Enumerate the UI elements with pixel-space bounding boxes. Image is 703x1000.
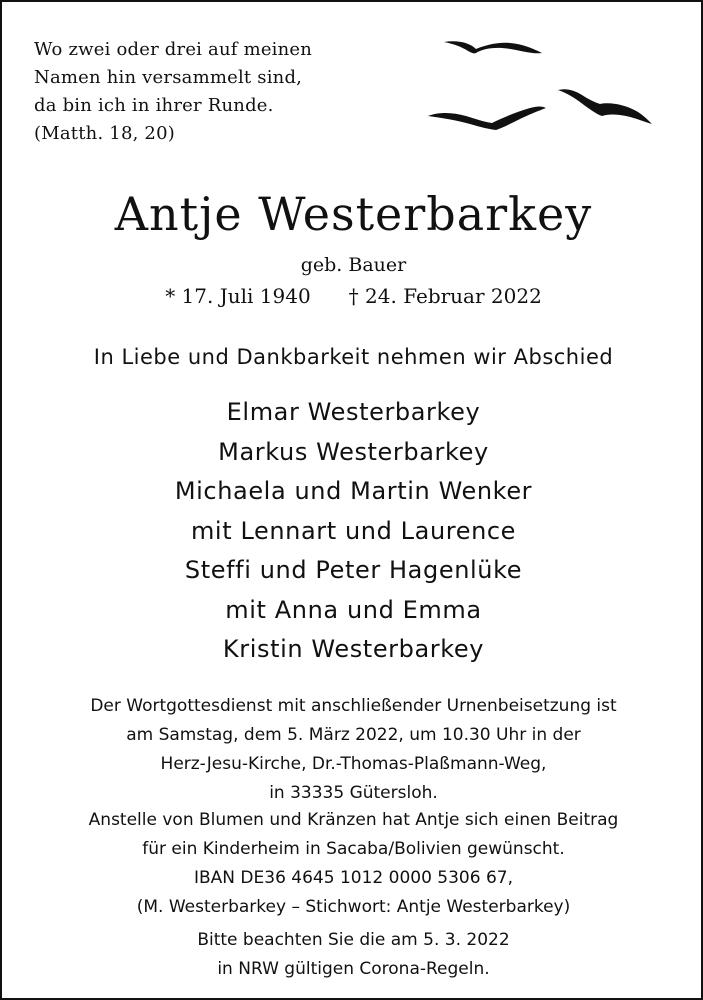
mourners-list (2, 393, 703, 670)
service-line: Der Wortgottesdienst mit anschließender Urnenbeisetzung ist (90, 696, 617, 716)
life-dates (2, 281, 703, 311)
bible-verse (34, 36, 364, 148)
mourner-entry: Elmar Westerbarkey (226, 398, 481, 426)
mourner-entry: Markus Westerbarkey (218, 437, 489, 466)
mourner-entry: Kristin Westerbarkey (222, 635, 485, 663)
covid-notice (2, 926, 703, 984)
verse-line: da bin ich in ihrer Runde. (34, 95, 274, 116)
mourner-entry: Steffi und Peter Hagenlüke (184, 556, 523, 584)
maiden-name: geb. Bauer (300, 254, 407, 276)
mourner-entry: mit Lennart und Laurence (190, 516, 517, 545)
service-info (2, 692, 703, 808)
donation-reference: (M. Westerbarkey – Stichwort: Antje Westerbarkey) (136, 897, 571, 917)
verse-reference: (Matth. 18, 20) (34, 123, 175, 144)
flying-birds-icon (424, 32, 670, 142)
iban-line: IBAN DE36 4645 1012 0000 5306 67, (194, 868, 513, 888)
bird-icon (428, 107, 546, 131)
verse-line: Namen hin versammelt sind, (34, 67, 303, 88)
service-line: am Samstag, dem 5. März 2022, um 10.30 Uhr in der (126, 725, 581, 745)
service-line: Herz-Jesu-Kirche, Dr.-Thomas-Plaßmann-Weg, (160, 754, 547, 774)
birth-date: * 17. Juli 1940 (165, 284, 311, 308)
verse-line: Wo zwei oder drei auf meinen (34, 39, 313, 60)
service-line: in 33335 Gütersloh. (269, 783, 438, 803)
donation-info (2, 806, 703, 922)
bird-icon (444, 41, 542, 53)
farewell-line: In Liebe und Dankbarkeit nehmen wir Abschied (93, 345, 614, 369)
donation-line: Anstelle von Blumen und Kränzen hat Antje sich einen Beitrag (88, 810, 619, 830)
death-date: † 24. Februar 2022 (348, 284, 542, 308)
bird-icon (558, 89, 652, 124)
covid-line: Bitte beachten Sie die am 5. 3. 2022 (197, 930, 510, 950)
covid-line: in NRW gültigen Corona-Regeln. (217, 959, 490, 979)
mourner-entry: mit Anna und Emma (225, 595, 482, 624)
donation-line: für ein Kinderheim in Sacaba/Bolivien gewünscht. (142, 839, 565, 859)
mourner-entry: Michaela und Martin Wenker (174, 477, 533, 505)
deceased-name: Antje Westerbarkey (114, 187, 593, 241)
